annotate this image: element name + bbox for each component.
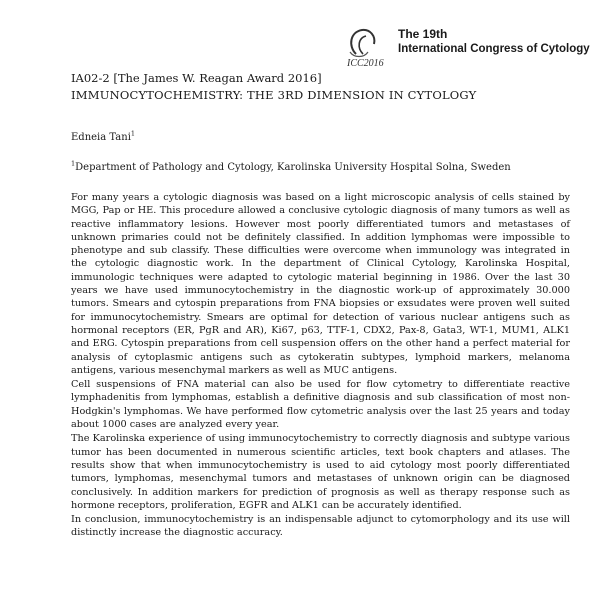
congress-logo [346,24,590,70]
abstract [71,71,570,541]
paragraph: The Karolinska experience of using immunocytochemistry to correctly diagnosis and subtype various tumor has been documented in numerous scientific articles, text book chapters and atlases. The results show that when immunocytochemistry is used to aid cytology most poorly differentiated tumors, lymphomas, mesenchymal tumors and metastases of unknown origin can be diagnosed conclusively. In addition markers for prediction of prognosis as well as therapy response such as hormone receptors, proliferation, EGFR and ALK1 can be accurately identified. [71,433,570,511]
paragraph: In conclusion, immunocytochemistry is an indispensable adjunct to cytomorphology and its use will distinctly increase the diagnostic accuracy. [71,514,570,539]
congress-name: International Congress of Cytology [398,43,590,55]
author-line [71,131,570,144]
abstract-title: IMMUNOCYTOCHEMISTRY: THE 3RD DIMENSION IN CYTOLOGY [71,88,477,102]
paragraph: For many years a cytologic diagnosis was based on a light microscopic analysis of cells stained by MGG, Pap or HE. This procedure allowed a conclusive cytologic diagnosis of many tumors as well as reactive inflammatory lesions. However most poorly differentiated tumors and metastases of unknown primaries could not be definitely classified. In addition lymphomas were impossible to phenotype and sub classify. These difficulties were overcome when immunology was integrated in the cytologic diagnostic work. In the department of Clinical Cytology, Karolinska Hospital, immunologic techniques were adapted to cytologic material beginning in 1986. Over the last 30 years we have used immunocytochemistry in the diagnostic work-up of approximately 30.000 tumors. Smears and cytospin preparations from FNA biopsies or exsudates were proven well suited for immunocytochemistry. Smears are optimal for detection of various nuclear antigens such as hormonal receptors (ER, PgR and AR), Ki67, p63, TTF-1, CDX2, Pax-8, Gata3, WT-1, MUM1, ALK1 and ERG. Cytospin preparations from cell suspension offers on the other hand a perfect material for analysis of cytoplasmic antigens such as cytokeratin subtypes, lymphoid markers, melanoma antigens, various mesenchymal markers as well as MUC antigens. [71,192,570,376]
affiliation-sup: 1 [71,159,76,168]
congress-edition: The 19th [398,27,448,41]
affiliation: Department of Pathology and Cytology, Karolinska University Hospital Solna, Sweden [75,162,511,173]
paragraph: Cell suspensions of FNA material can also be used for flow cytometry to differentiate reactive lymphadenitis from lymphomas, establish a definitive diagnosis and sub classification of most non-Hodgkin's lymphomas. We have performed flow cytometric analysis over the last 25 years and today about 1000 cases are analyzed every year. [71,379,570,431]
author-sup: 1 [130,129,136,138]
logo-wordmark: ICC2016 [347,58,384,68]
author-name: Edneia Tani [71,132,131,143]
abstract-body [71,191,570,540]
abstract-id: IA02-2 [The James W. Reagan Award 2016] [71,71,322,85]
affiliation-line [71,161,570,174]
icc-logo-icon [346,24,394,68]
